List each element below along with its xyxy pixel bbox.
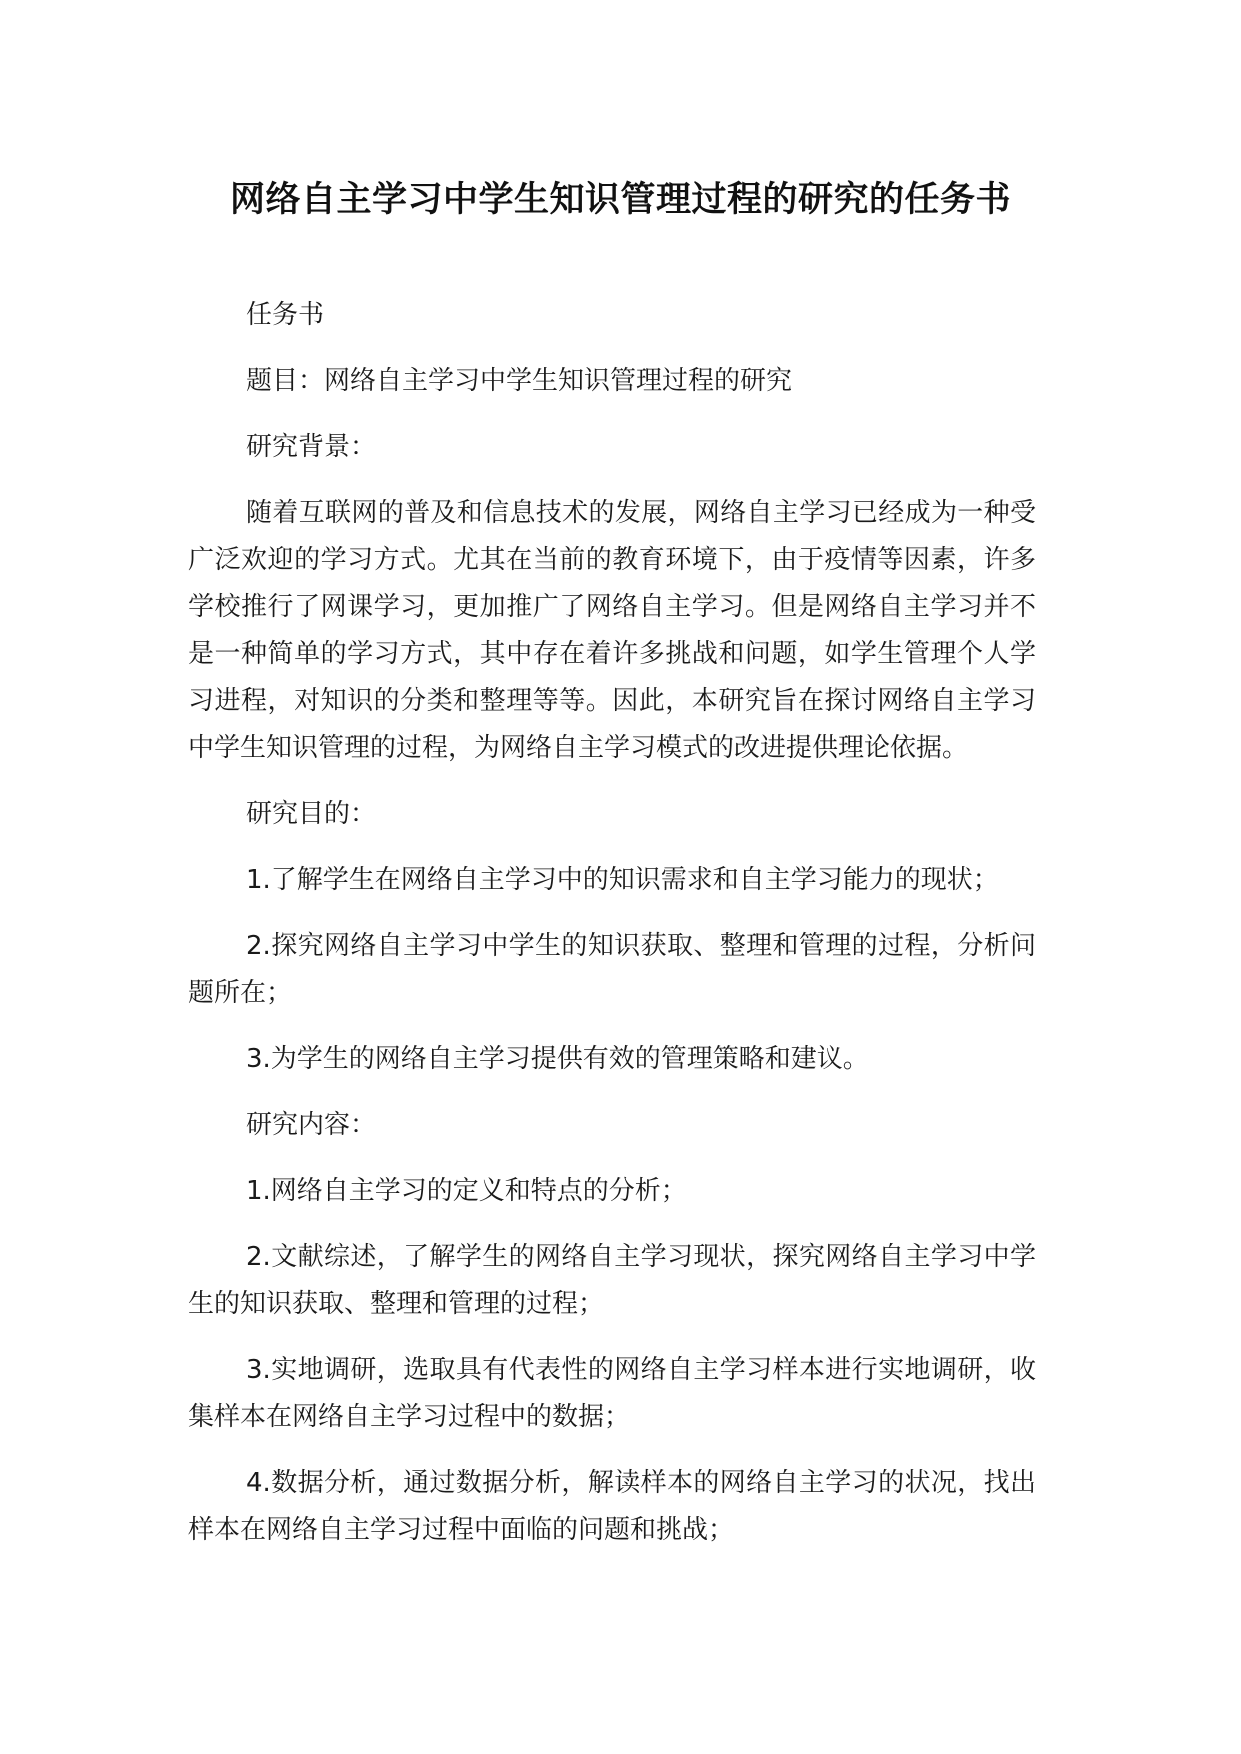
paragraph-background-text: 随着互联网的普及和信息技术的发展，网络自主学习已经成为一种受广泛欢迎的学习方式。尤其在当前的教育环境下，由于疫情等因素，许多学校推行了网课学习，更加推广了网络自主学习。但是网络自主学习并不是一种简单的学习方式，其中存在着许多挑战和问题，如学生管理个人学习进程，对知识的分类和整理等等。因此，本研究旨在探讨网络自主学习中学生知识管理的过程，为网络自主学习模式的改进提供理论依据。 <box>188 498 1036 763</box>
paragraph-topic: 题目：网络自主学习中学生知识管理过程的研究 <box>246 366 793 396</box>
list-item-content-1: 1.网络自主学习的定义和特点的分析； <box>246 1176 687 1206</box>
list-item-content-3: 3.实地调研，选取具有代表性的网络自主学习样本进行实地调研，收集样本在网络自主学习过程中的数据； <box>188 1355 1036 1432</box>
list-item-purpose-1: 1.了解学生在网络自主学习中的知识需求和自主学习能力的现状； <box>246 865 999 895</box>
document-title: 网络自主学习中学生知识管理过程的研究的任务书 <box>229 180 1011 220</box>
list-item-purpose-3: 3.为学生的网络自主学习提供有效的管理策略和建议。 <box>246 1044 869 1074</box>
list-item-content-2: 2.文献综述，了解学生的网络自主学习现状，探究网络自主学习中学生的知识获取、整理和管理的过程； <box>188 1242 1036 1319</box>
heading-research-purpose: 研究目的： <box>246 799 377 829</box>
heading-research-background: 研究背景： <box>246 432 377 462</box>
list-item-purpose-2: 2.探究网络自主学习中学生的知识获取、整理和管理的过程，分析问题所在； <box>188 931 1036 1008</box>
list-item-content-4: 4.数据分析，通过数据分析，解读样本的网络自主学习的状况，找出样本在网络自主学习过程中面临的问题和挑战； <box>188 1468 1036 1545</box>
heading-research-content: 研究内容： <box>246 1110 377 1140</box>
document-body <box>188 292 1036 1573</box>
paragraph-task-book-label: 任务书 <box>246 300 325 330</box>
